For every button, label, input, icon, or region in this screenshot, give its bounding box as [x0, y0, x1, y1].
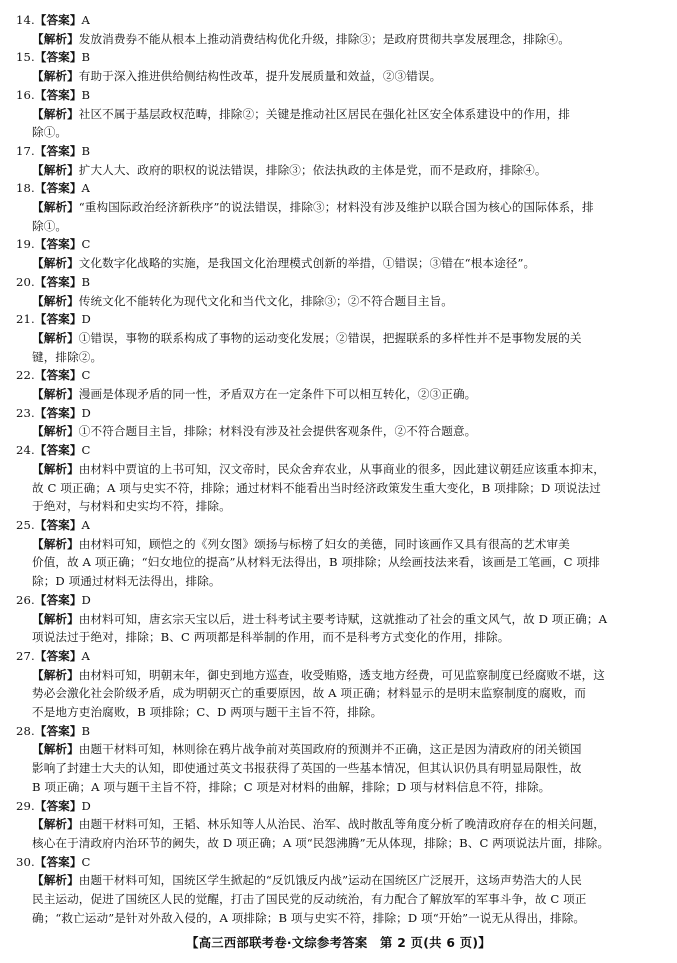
explanation-text: ①错误，事物的联系构成了事物的运动变化发展；②错误，把握联系的多样性并不是事物发展的关 — [78, 330, 582, 345]
page-footer: 【高三西部联考卷·文综参考答案 第 2 页(共 6 页)】 — [186, 936, 491, 950]
explanation-line — [16, 610, 647, 629]
explanation-line — [16, 105, 647, 124]
question-number-line — [16, 179, 647, 198]
explanation-line — [16, 871, 647, 890]
question-number: 14. — [16, 13, 35, 27]
answer-letter: D — [81, 405, 91, 420]
explanation-text: “重构国际政治经济新秩序”的说法错误，排除③；材料没有涉及维护以联合国为核心的国际体系，排 — [78, 200, 594, 215]
explanation-text: 由材料可知，明朝末年，御史到地方巡查，收受贿赂，透支地方经费，可见监察制度已经腐败不堪，这 — [78, 667, 606, 682]
explanation-line — [16, 329, 647, 348]
explanation-line — [16, 422, 647, 441]
explanation-text: 发放消费券不能从根本上推动消费结构优化升级，排除③；是政府贯彻共享发展理念，排除④。 — [78, 31, 570, 46]
explanation-text: 除①。 — [32, 125, 68, 140]
question-number-line — [16, 516, 647, 535]
answer-tag: 【答案】 — [34, 854, 82, 869]
question-number-line — [16, 273, 647, 292]
explanation-line — [16, 30, 647, 49]
question-block — [16, 273, 647, 310]
explanation-tag: 【解析】 — [32, 106, 79, 121]
explanation-text: 由材料可知，顾恺之的《列女图》颂扬与标榜了妇女的美德，同时该画作又具有很高的艺术审美 — [78, 536, 570, 551]
answer-tag: 【答案】 — [34, 368, 82, 383]
explanation-continuation — [16, 778, 647, 797]
answer-tag: 【答案】 — [34, 274, 82, 289]
explanation-text: 文化数字化战略的实施，是我国文化治理模式创新的举措，①错误；③错在“根本途径”。 — [78, 256, 536, 271]
question-block — [16, 142, 647, 179]
explanation-continuation — [16, 628, 647, 647]
question-number: 21. — [16, 312, 35, 327]
question-number-line — [16, 366, 647, 385]
question-number: 20. — [16, 274, 35, 289]
question-number-line — [16, 441, 647, 460]
explanation-continuation — [16, 572, 647, 591]
question-block — [16, 366, 647, 403]
answer-tag: 【答案】 — [34, 143, 82, 158]
explanation-line — [16, 740, 647, 759]
explanation-line — [16, 535, 647, 554]
explanation-text: 民主运动，促进了国统区人民的觉醒，打击了国民党的反动统治，有力配合了解放军的军事斗争，故 C 项正 — [32, 892, 587, 907]
explanation-tag: 【解析】 — [32, 536, 79, 551]
question-block — [16, 179, 647, 235]
explanation-line — [16, 161, 647, 180]
answer-letter: B — [81, 143, 91, 158]
explanation-text: 由题干材料可知，林则徐在鸦片战争前对英国政府的预测并不正确，这正是因为清政府的闭关锁国 — [78, 742, 582, 757]
question-number-line — [16, 86, 647, 105]
answer-tag: 【答案】 — [34, 237, 82, 252]
explanation-text: 传统文化不能转化为现代文化和当代文化，排除③；②不符合题目主旨。 — [78, 293, 453, 308]
answer-tag: 【答案】 — [34, 87, 82, 102]
question-number-line — [16, 310, 647, 329]
question-block — [16, 235, 647, 272]
explanation-continuation — [16, 834, 647, 853]
explanation-text: 由材料中贾谊的上书可知，汉文帝时，民众舍弃农业，从事商业的很多，因此建议朝廷应该重本抑末， — [78, 461, 606, 476]
explanation-tag: 【解析】 — [32, 611, 79, 626]
explanation-text: 有助于深入推进供给侧结构性改革，提升发展质量和效益，②③错误。 — [78, 69, 442, 84]
answer-tag: 【答案】 — [34, 517, 82, 532]
explanation-text: 社区不属于基层政权范畴，排除②；关键是推动社区居民在强化社区安全体系建设中的作用，排 — [78, 106, 570, 121]
explanation-text: 不是地方吏治腐败，B 项排除；C、D 两项与题干主旨不符，排除。 — [32, 705, 383, 720]
explanation-text: 键，排除②。 — [32, 349, 103, 364]
explanation-line — [16, 666, 647, 685]
answer-letter: C — [81, 854, 91, 869]
question-number-line — [16, 853, 647, 872]
explanation-continuation — [16, 759, 647, 778]
question-number-line — [16, 11, 647, 30]
explanation-text: 由题干材料可知，王韬、林乐知等人从治民、治军、战时散乱等角度分析了晚清政府存在的相关问题， — [78, 817, 606, 832]
question-number-line — [16, 235, 647, 254]
answer-tag: 【答案】 — [34, 723, 82, 738]
explanation-tag: 【解析】 — [32, 200, 79, 215]
question-number: 19. — [16, 237, 35, 252]
explanation-line — [16, 198, 647, 217]
question-block — [16, 441, 647, 516]
explanation-text: 确；“救亡运动”是针对外敌入侵的，A 项排除；B 项与史实不符，排除；D 项“开始”一说无从得出，排除。 — [32, 910, 586, 925]
question-number: 18. — [16, 181, 35, 196]
explanation-line — [16, 254, 647, 273]
explanation-line — [16, 67, 647, 86]
question-number: 23. — [16, 405, 35, 420]
explanation-tag: 【解析】 — [32, 293, 79, 308]
question-number: 27. — [16, 648, 35, 663]
explanation-text: B 项正确；A 项与题干主旨不符，排除；C 项是对材料的曲解，排除；D 项与材料信息不符，排除。 — [32, 779, 551, 794]
answer-letter: A — [81, 13, 91, 27]
explanation-text: 价值，故 A 项正确；“妇女地位的提高”从材料无法得出，B 项排除；从绘画技法来看，该画是工笔画，C 项排 — [32, 555, 600, 570]
explanation-continuation — [16, 123, 647, 142]
explanation-line — [16, 815, 647, 834]
answer-letter: D — [81, 312, 91, 327]
question-number: 30. — [16, 854, 35, 869]
question-number: 22. — [16, 368, 35, 383]
question-number: 26. — [16, 592, 35, 607]
question-block — [16, 853, 647, 928]
answer-tag: 【答案】 — [34, 181, 82, 196]
explanation-tag: 【解析】 — [32, 873, 79, 888]
answer-tag: 【答案】 — [34, 648, 82, 663]
answer-letter: B — [81, 50, 91, 65]
question-block — [16, 11, 647, 48]
explanation-continuation — [16, 348, 647, 367]
explanation-line — [16, 460, 647, 479]
answer-tag: 【答案】 — [34, 405, 82, 420]
question-block — [16, 647, 647, 722]
explanation-continuation — [16, 553, 647, 572]
explanation-text: 故 C 项正确；A 项与史实不符，排除；通过材料不能看出当时经济政策发生重大变化，B 项排除；D 项说法过 — [32, 480, 601, 495]
explanation-tag: 【解析】 — [32, 69, 79, 84]
answer-letter: B — [81, 274, 91, 289]
answer-tag: 【答案】 — [34, 798, 82, 813]
explanation-tag: 【解析】 — [32, 742, 79, 757]
explanation-text: 项说法过于绝对，排除；B、C 两项都是科举制的作用，而不是科考方式变化的作用，排除。 — [32, 630, 510, 645]
explanation-text: 扩大人大、政府的职权的说法错误，排除③；依法执政的主体是党，而不是政府，排除④。 — [78, 162, 547, 177]
answer-letter: B — [81, 723, 91, 738]
explanation-text: 核心在于清政府内治环节的阙失，故 D 项正确；A 项“民怨沸腾”无从体现，排除；B、C 两项说法片面，排除。 — [32, 835, 610, 850]
explanation-line — [16, 385, 647, 404]
question-number-line — [16, 404, 647, 423]
explanation-text: 影响了封建士大夫的认知，即使通过英文书报获得了英国的一些基本情况，但其认识仍具有明显局限性，故 — [32, 761, 582, 776]
question-block — [16, 722, 647, 797]
explanation-continuation — [16, 497, 647, 516]
question-block — [16, 86, 647, 142]
answer-letter: D — [81, 592, 91, 607]
explanation-continuation — [16, 684, 647, 703]
explanation-text: ①不符合题目主旨，排除；材料没有涉及社会提供客观条件，②不符合题意。 — [78, 424, 477, 439]
explanation-continuation — [16, 890, 647, 909]
question-number: 15. — [16, 50, 35, 65]
question-block — [16, 797, 647, 853]
answer-letter: A — [81, 517, 91, 532]
explanation-text: 漫画是体现矛盾的同一性，矛盾双方在一定条件下可以相互转化，②③正确。 — [78, 387, 477, 402]
explanation-continuation — [16, 909, 647, 928]
explanation-tag: 【解析】 — [32, 256, 79, 271]
question-number-line — [16, 722, 647, 741]
explanation-text: 由题干材料可知，国统区学生掀起的“反饥饿反内战”运动在国统区广泛展开，这场声势浩大的人民 — [78, 873, 582, 888]
explanation-tag: 【解析】 — [32, 387, 79, 402]
question-block — [16, 516, 647, 591]
answer-letter: C — [81, 237, 91, 252]
question-number-line — [16, 591, 647, 610]
question-number: 25. — [16, 517, 35, 532]
explanation-continuation — [16, 217, 647, 236]
answer-letter: C — [81, 443, 91, 458]
answer-letter: A — [81, 648, 91, 663]
answer-letter: D — [81, 798, 91, 813]
question-number-line — [16, 142, 647, 161]
answer-letter: A — [81, 181, 91, 196]
explanation-tag: 【解析】 — [32, 424, 79, 439]
answer-tag: 【答案】 — [34, 50, 82, 65]
explanation-text: 于绝对，与材料和史实均不符，排除。 — [32, 499, 231, 514]
explanation-continuation — [16, 703, 647, 722]
question-block — [16, 310, 647, 366]
question-block — [16, 48, 647, 85]
explanation-tag: 【解析】 — [32, 162, 79, 177]
answer-tag: 【答案】 — [34, 312, 82, 327]
question-number: 17. — [16, 143, 35, 158]
question-number-line — [16, 48, 647, 67]
explanation-tag: 【解析】 — [32, 461, 79, 476]
question-number: 16. — [16, 87, 35, 102]
question-number-line — [16, 647, 647, 666]
answer-tag: 【答案】 — [34, 13, 82, 27]
answer-letter: B — [81, 87, 91, 102]
answer-tag: 【答案】 — [34, 592, 82, 607]
question-block — [16, 404, 647, 441]
question-number-line — [16, 797, 647, 816]
explanation-text: 除；D 项通过材料无法得出，排除。 — [32, 574, 221, 589]
answer-letter: C — [81, 368, 91, 383]
explanation-tag: 【解析】 — [32, 330, 79, 345]
explanation-text: 势必会激化社会阶级矛盾，成为明朝灭亡的重要原因，故 A 项正确；材料显示的是明末监察制度的腐败，而 — [32, 686, 586, 701]
explanation-tag: 【解析】 — [32, 817, 79, 832]
explanation-line — [16, 292, 647, 311]
explanation-tag: 【解析】 — [32, 31, 79, 46]
answer-tag: 【答案】 — [34, 443, 82, 458]
explanation-text: 除①。 — [32, 218, 68, 233]
question-number: 24. — [16, 443, 35, 458]
question-number: 28. — [16, 723, 35, 738]
explanation-continuation — [16, 479, 647, 498]
question-number: 29. — [16, 798, 35, 813]
question-block — [16, 591, 647, 647]
explanation-tag: 【解析】 — [32, 667, 79, 682]
explanation-text: 由材料可知，唐玄宗天宝以后，进士科考试主要考诗赋，这就推动了社会的重文风气，故 D 项正确；A — [78, 611, 608, 626]
